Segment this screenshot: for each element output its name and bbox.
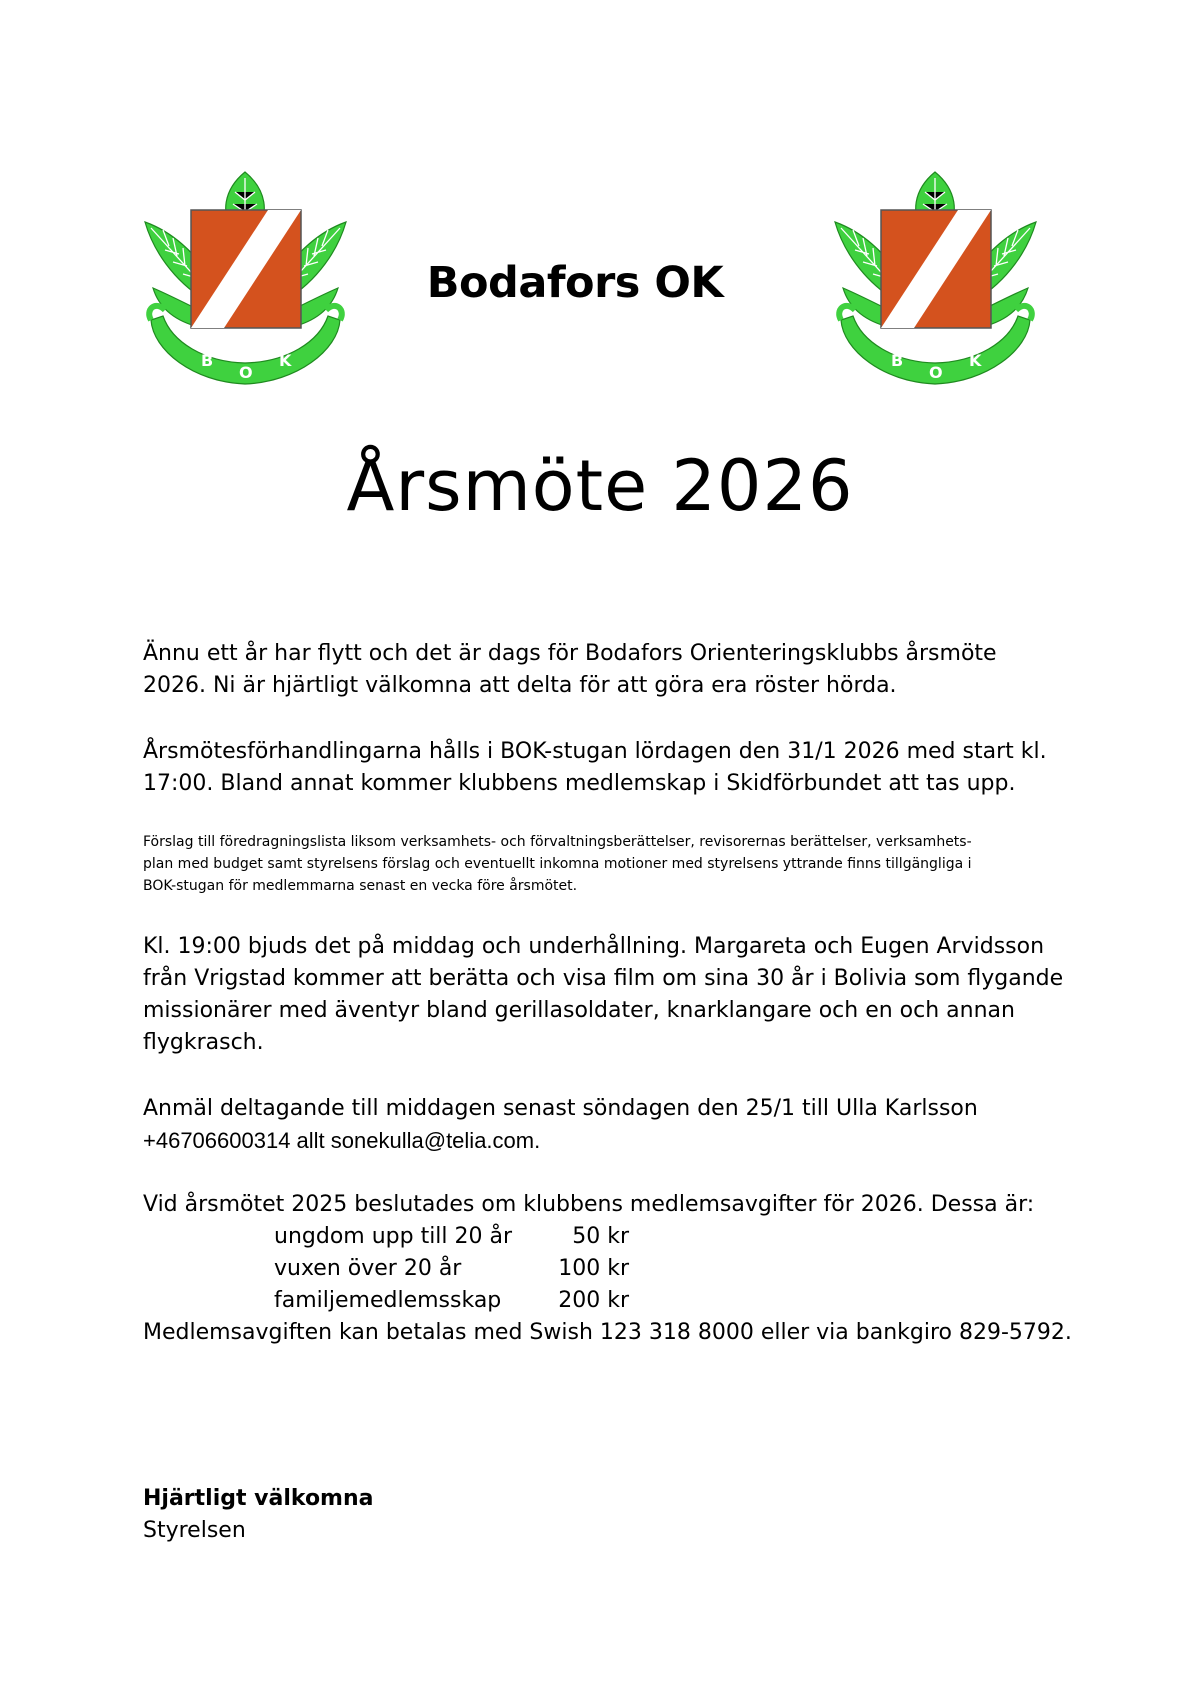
dinner-line: flygkrasch. (143, 1030, 264, 1055)
fee-row (274, 1221, 629, 1253)
dinner-line: Kl. 19:00 bjuds det på middag och underhållning. Margareta och Eugen Arvidsson (143, 934, 1045, 959)
banner-letter-b: B (891, 351, 904, 370)
dinner-line: från Vrigstad kommer att berätta och visa film om sina 30 år i Bolivia som flygande (143, 966, 1064, 991)
fees-table (274, 1221, 629, 1317)
fee-row (274, 1253, 629, 1285)
fee-row (274, 1285, 629, 1317)
intro-line: Ännu ett år har flytt och det är dags för Bodafors Orienteringsklubbs årsmöte (143, 641, 997, 666)
dinner-paragraph (143, 931, 1073, 1059)
documents-line: plan med budget samt styrelsens förslag och eventuellt inkomna motioner med styrelsens yttrande finns tillgängliga i (143, 856, 972, 872)
fee-amount: 50 kr (572, 1224, 629, 1249)
signup-contact-line: +46706600314 allt sonekulla@telia.com. (143, 1128, 541, 1153)
fee-label: familjemedlemsskap (274, 1288, 502, 1313)
meeting-paragraph (143, 736, 1073, 800)
fee-label: vuxen över 20 år (274, 1256, 462, 1281)
signup-paragraph (143, 1093, 1073, 1157)
intro-line: 2026. Ni är hjärtligt välkomna att delta för att göra era röster hörda. (143, 673, 897, 698)
documents-paragraph (143, 831, 1063, 897)
fee-amount: 100 kr (558, 1256, 629, 1281)
closing-signature: Styrelsen (143, 1518, 246, 1543)
banner-letter-o: O (929, 363, 943, 382)
closing-block (143, 1483, 373, 1547)
documents-line: BOK-stugan för medlemmarna senast en vecka före årsmötet. (143, 878, 578, 894)
banner-letter-k: K (969, 351, 982, 370)
payment-line: Medlemsavgiften kan betalas med Swish 123 318 8000 eller via bankgiro 829-5792. (143, 1320, 1072, 1345)
club-logo-right (833, 170, 1038, 405)
banner-letter-b: B (201, 351, 214, 370)
closing-greeting: Hjärtligt välkomna (143, 1486, 374, 1511)
club-name-heading: Bodafors OK (426, 258, 724, 308)
signup-line: Anmäl deltagande till middagen senast söndagen den 25/1 till Ulla Karlsson (143, 1096, 978, 1121)
fees-intro: Vid årsmötet 2025 beslutades om klubbens medlemsavgifter för 2026. Dessa är: (143, 1192, 1035, 1217)
document-title: Årsmöte 2026 (346, 445, 854, 527)
intro-paragraph (143, 638, 1073, 702)
documents-line: Förslag till föredragningslista liksom verksamhets- och förvaltningsberättelser, revisorernas berättelser, verksamhets- (143, 834, 972, 850)
meeting-line: 17:00. Bland annat kommer klubbens medlemskap i Skidförbundet att tas upp. (143, 771, 1016, 796)
banner-letter-o: O (239, 363, 253, 382)
banner-letter-k: K (279, 351, 292, 370)
fee-label: ungdom upp till 20 år (274, 1224, 513, 1249)
club-logo-left (143, 170, 348, 405)
dinner-line: missionärer med äventyr bland gerillasoldater, knarklangare och en och annan (143, 998, 1015, 1023)
fee-amount: 200 kr (558, 1288, 629, 1313)
meeting-line: Årsmötesförhandlingarna hålls i BOK-stugan lördagen den 31/1 2026 med start kl. (143, 739, 1047, 764)
